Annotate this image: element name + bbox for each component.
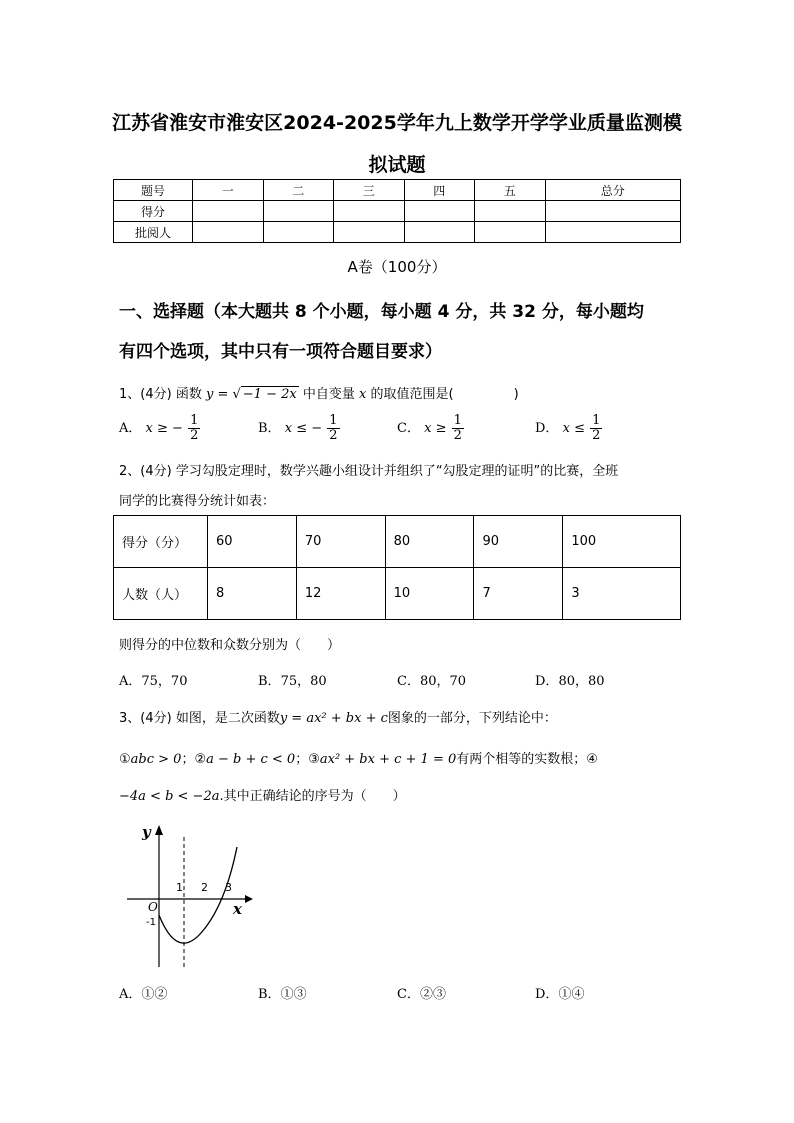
score-cell[interactable] [404,201,475,222]
parabola-graph [115,815,255,975]
table-cell: 7 [474,568,563,620]
option-relation: ≤ − [296,421,323,436]
score-cell[interactable] [545,222,681,243]
q3-option-b[interactable] [258,983,307,1002]
score-table-row [114,201,681,222]
y-tick-label: -1 [146,917,156,928]
table-cell: 90 [474,516,563,568]
score-cell[interactable] [334,201,405,222]
score-header-cell: 五 [475,180,546,201]
q2-option-b[interactable] [258,670,327,689]
q3-expr-3: ax² + bx + c + 1 = 0 [319,752,457,767]
x-axis-arrow-icon [245,895,253,903]
table-cell: 8 [208,568,297,620]
score-cell[interactable] [193,222,264,243]
option-text: ②③ [419,987,446,1002]
score-header-cell: 二 [263,180,334,201]
option-var: x [562,421,570,436]
score-cell[interactable] [263,222,334,243]
fraction [188,414,200,443]
q3-prefix: 3、(4分) 如图，是二次函数 [119,711,280,726]
q2-option-a[interactable] [119,670,187,689]
score-header-cell: 题号 [114,180,193,201]
page-title-line1: 江苏省淮安市淮安区2024-2025学年九上数学开学学业质量监测模 [112,112,682,134]
q3-expr-2: a − b + c < 0 [206,752,296,767]
score-table [113,179,681,243]
q3-mark-3: ；③ [295,752,320,767]
fraction-denominator: 2 [190,428,199,443]
page-title-line2: 拟试题 [368,154,426,176]
fraction-numerator: 1 [190,413,199,428]
question-1 [119,383,519,402]
y-axis-arrow-icon [155,825,163,835]
score-row-label: 得分 [114,201,193,222]
q1-paren-close: ) [513,387,519,402]
x-tick-label: 1 [176,881,183,894]
option-relation: ≤ [574,421,585,436]
x-axis-label: x [233,900,242,918]
fraction [327,414,339,443]
q1-option-b[interactable] [258,414,341,443]
score-table-header-row [114,180,681,201]
option-label: D． [535,421,559,436]
part1-heading-line2: 有四个选项，其中只有一项符合题目要求） [119,342,442,362]
q3-expr-1: abc > 0 [130,752,182,767]
x-tick-label: 2 [201,881,208,894]
option-relation: ≥ [435,421,447,436]
score-cell[interactable] [263,201,334,222]
fraction-denominator: 2 [329,428,338,443]
q2-option-c[interactable] [397,670,466,689]
option-text: 75，80 [280,674,327,689]
q3-mark-2: ；② [181,752,207,767]
table-row [114,568,681,620]
option-relation: ≥ − [157,421,183,436]
fraction-numerator: 1 [592,413,601,428]
table-cell: 人数（人） [114,568,208,620]
option-label: A． [119,674,142,689]
score-table-row [114,222,681,243]
fraction-numerator: 1 [453,413,462,428]
option-text: 75，70 [141,674,188,689]
option-label: D． [535,674,559,689]
fraction [452,414,464,443]
q1-option-d[interactable] [535,414,603,443]
q3-suffix: 图象的一部分，下列结论中： [387,711,557,726]
option-text: ①④ [558,987,585,1002]
q3-function: y = ax² + bx + c [279,711,388,726]
fraction [590,414,602,443]
table-cell: 得分（分） [114,516,208,568]
score-cell[interactable] [545,201,681,222]
question-2-prompt: 则得分的中位数和众数分别为（ ） [119,638,341,653]
table-cell: 100 [563,516,681,568]
score-cell[interactable] [193,201,264,222]
table-cell: 60 [208,516,297,568]
q3-prompt: .其中正确结论的序号为（ ） [219,789,406,804]
option-text: ①② [141,987,168,1002]
x-tick-label: 3 [225,881,232,894]
option-var: x [145,421,153,436]
option-var: x [284,421,293,436]
table-cell: 3 [563,568,681,620]
table-cell: 80 [385,516,474,568]
question-2-line2: 同学的比赛得分统计如表： [119,494,276,509]
option-text: 80，70 [419,674,467,689]
parabola-curve [159,847,237,943]
score-row-label: 批阅人 [114,222,193,243]
table-cell: 70 [296,516,385,568]
section-a-heading: A卷（100分） [347,258,447,276]
q3-option-d[interactable] [535,983,584,1002]
question-3-line3 [119,785,406,804]
score-cell[interactable] [404,222,475,243]
q1-option-a[interactable] [119,414,201,443]
question-3-line1 [119,707,557,726]
question-3-line2 [119,748,598,767]
fraction-denominator: 2 [453,428,462,443]
score-cell[interactable] [475,222,546,243]
q1-suffix2: 的取值范围是( [370,387,454,402]
option-label: B． [258,987,281,1002]
fraction-numerator: 1 [329,413,338,428]
part1-heading-line1: 一、选择题（本大题共 8 个小题，每小题 4 分，共 32 分，每小题均 [119,302,644,322]
score-header-cell: 一 [193,180,264,201]
q3-expr-4: −4a < b < −2a [119,789,220,804]
option-var: x [424,421,432,436]
q3-option-c[interactable] [397,983,446,1002]
y-axis-label: y [142,823,151,841]
score-cell[interactable] [334,222,405,243]
fraction-denominator: 2 [592,428,601,443]
option-text: 80，80 [558,674,605,689]
question-2-line1: 2、(4分) 学习勾股定理时，数学兴趣小组设计并组织了“勾股定理的证明”的比赛，全班 [119,464,619,479]
score-header-cell: 三 [334,180,405,201]
q3-option-a[interactable] [119,983,167,1002]
q3-mark-4: 有两个相等的实数根；④ [456,752,598,767]
q2-option-d[interactable] [535,670,605,689]
option-label: A． [119,421,142,436]
q1-option-c[interactable] [397,414,465,443]
sqrt-icon: √ [232,387,241,402]
option-label: A． [119,987,142,1002]
q1-func-lhs: y = [205,387,233,402]
score-stats-table [113,515,681,620]
table-cell: 12 [296,568,385,620]
option-text: ①③ [280,987,307,1002]
option-label: C． [397,674,420,689]
score-cell[interactable] [475,201,546,222]
q1-radicand: −1 − 2x [242,387,297,402]
option-label: C． [397,421,420,436]
q3-mark-1: ① [119,752,131,767]
score-header-cell: 四 [404,180,475,201]
table-row [114,516,681,568]
q1-prefix: 1、(4分) 函数 [119,387,202,402]
q1-var: x [359,387,367,402]
option-label: C． [397,987,420,1002]
option-label: B． [258,421,281,436]
q1-suffix: 中自变量 [302,387,355,402]
origin-label: O [148,900,158,914]
table-cell: 10 [385,568,474,620]
option-label: D． [535,987,559,1002]
option-label: B． [258,674,281,689]
score-header-cell: 总分 [545,180,681,201]
